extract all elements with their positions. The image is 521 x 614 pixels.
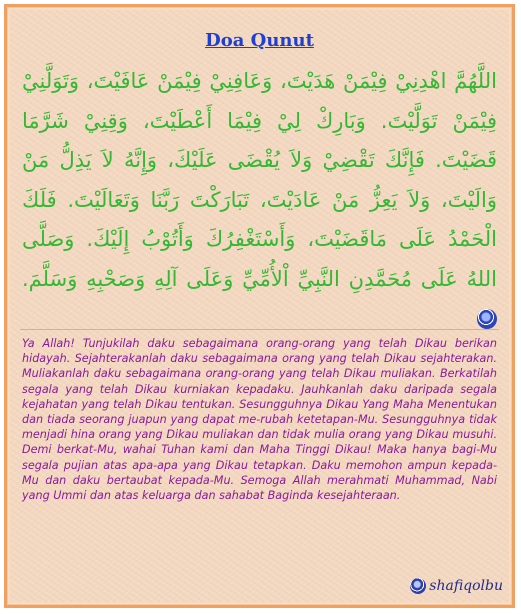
arabic-text: اللَّهُمَّ اهْدِنِيْ فِيْمَنْ هَدَيْتَ، وَعَافِنِيْ فِيْمَنْ عَافَيْتَ، وَتَوَلَّنِيْ فِيْمَنْ تَوَلَّيْتَ. وَبَارِكْ لِيْ فِيْمَا أَعْطَيْتَ، وَقِنِيْ شَرَّمَا قَضَيْتَ. فَإِنَّكَ تَقْضِيْ وَلاَ يُقْضَى عَلَيْكَ، وَإِنَّهُ لاَ يَذِلُّ مَنْ وَالَيْتَ، وَلاَ يَعِزُّ مَنْ عَادَيْتَ، تَبَارَكْتَ رَبَّنَا وَتَعَالَيْتَ. فَلَكَ الْحَمْدُ عَلَى مَاقَضَيْتَ، وَأَسْتَغْفِرُكَ وَأَتُوْبُ إِلَيْكَ. وَصَلَّى اللهُ عَلَى مُحَمَّدِنِ النَّبِيِّ اْلأُمِّيِّ وَعَلَى آلِهِ وَصَحْبِهِ وَسَلَّمَ. [22,69,497,291]
divider [20,329,499,330]
arabic-prayer-text [22,62,497,339]
card-background [10,10,509,602]
page-title: Doa Qunut [205,30,314,51]
brand-name: shafiqolbu [429,578,503,594]
brand-mark [410,578,503,594]
seal-icon [477,309,497,329]
logo-icon [410,578,426,594]
card-frame [4,4,515,608]
translation-text: Ya Allah! Tunjukilah daku sebagaimana orang-orang yang telah Dikau berikan hidayah. Sejahterakanlah daku sebagaimana orang yang telah Dikau sejahterakan. Muliakanlah daku sebagaimana orang-orang yang telah Dikau muliakan. Berkatilah segala yang telah Dikau kurniakan kepadaku. Jauhkanlah daku daripada segala kejahatan yang telah Dikau tentukan. Sesungguhnya Dikau Yang Maha Menentukan dan tiada seorang juapun yang dapat me-rubah ketetapan-Mu. Sesungguhnya tidak menjadi hina orang yang Dikau muliakan dan tidak mulia orang yang Dikau musuhi. Demi berkat-Mu, wahai Tuhan kami dan Maha Tinggi Dikau! Maka hanya bagi-Mu segala pujian atas apa-apa yang Dikau tetapkan. Daku memohon ampun kepada-Mu dan daku bertaubat kepada-Mu. Semoga Allah merahmati Muhammad, Nabi yang Ummi dan atas keluarga dan sahabat Baginda kesejahteraan. [22,337,497,503]
